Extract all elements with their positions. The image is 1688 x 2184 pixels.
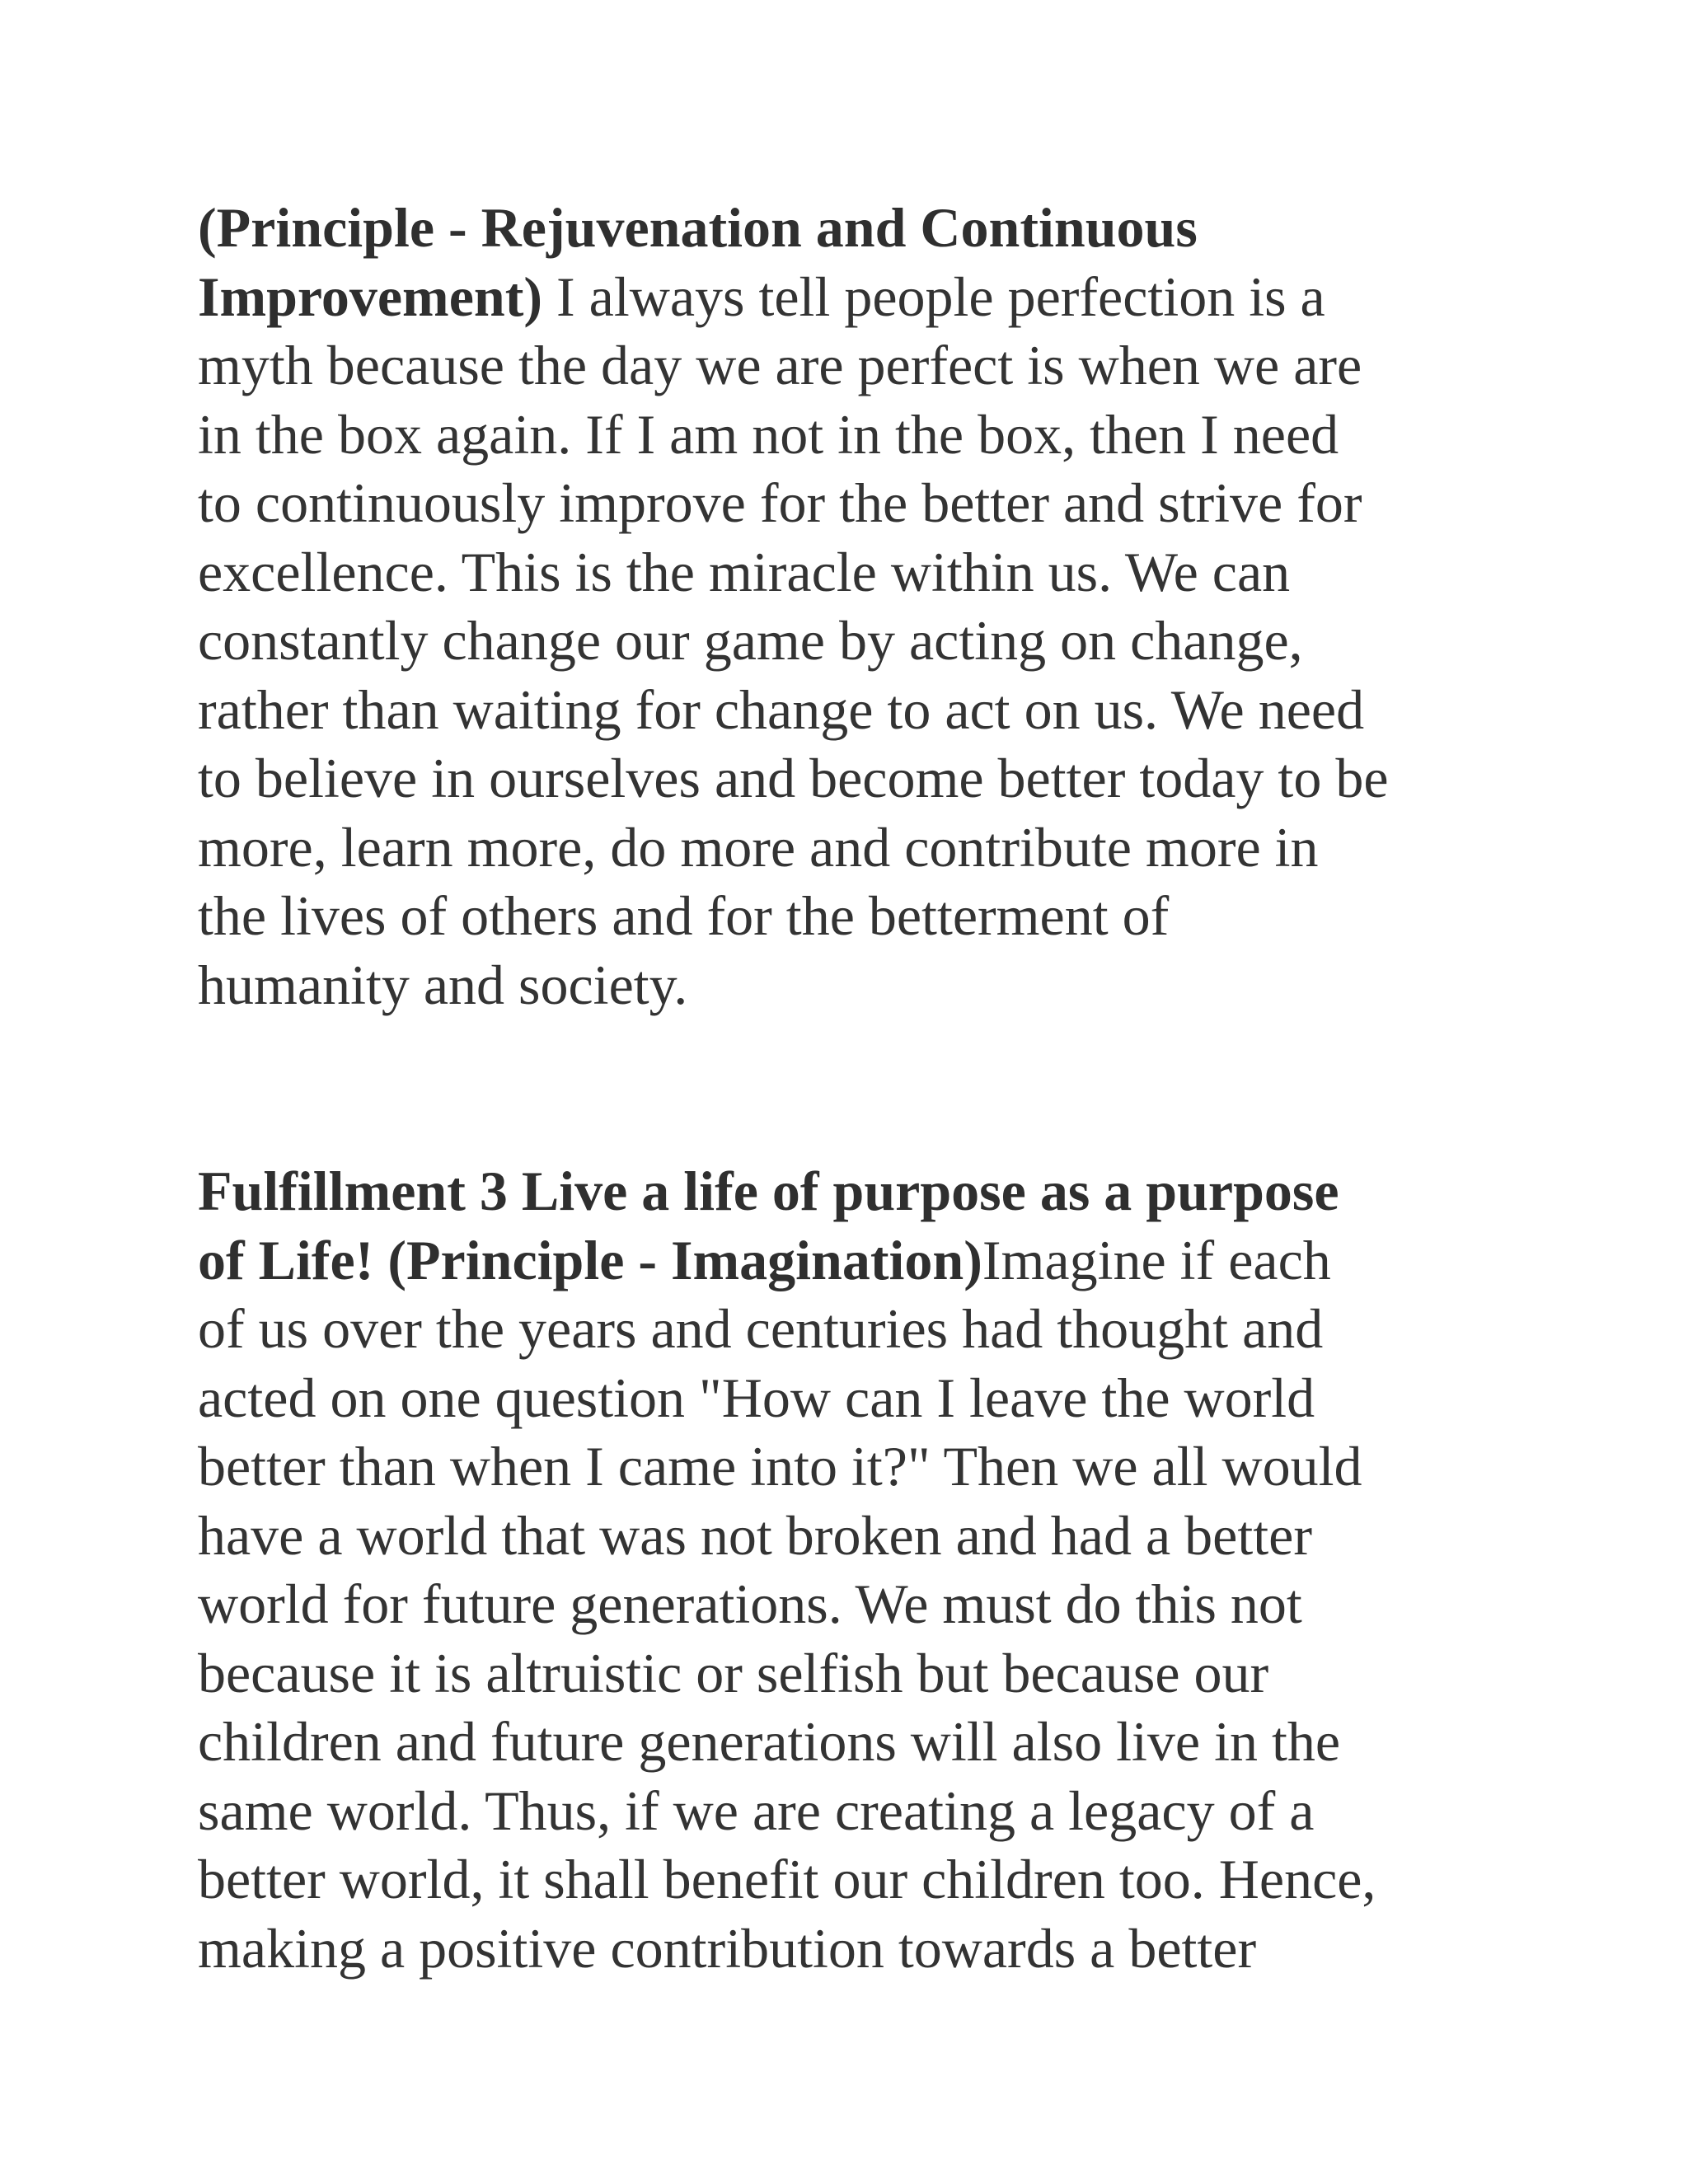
body-text: excellence. This is the miracle within us. We can [198, 540, 1291, 603]
body-text: have a world that was not broken and had a better [198, 1503, 1312, 1567]
bold-heading-text: Improvement) [198, 265, 542, 328]
text-line [198, 1570, 1500, 1639]
bold-heading-text: of Life! (Principle - Imagination) [198, 1228, 982, 1291]
text-line [198, 813, 1500, 883]
text-line [198, 1502, 1500, 1571]
body-text: more, learn more, do more and contribute more in [198, 815, 1319, 879]
text-line [198, 263, 1500, 332]
body-text: in the box again. If I am not in the box, then I need [198, 402, 1339, 466]
text-line [198, 1295, 1500, 1364]
paragraph-gap [198, 1019, 1500, 1157]
bold-heading-text: (Principle - Rejuvenation and Continuous [198, 196, 1198, 259]
body-text: constantly change our game by acting on change, [198, 609, 1303, 672]
body-text: because it is altruistic or selfish but because our [198, 1641, 1269, 1704]
bold-heading-text: Fulfillment 3 Live a life of purpose as a purpose [198, 1160, 1339, 1222]
text-line [198, 1364, 1500, 1433]
body-text: humanity and society. [198, 953, 688, 1016]
body-text: myth because the day we are perfect is when we are [198, 334, 1362, 396]
text-line [198, 1432, 1500, 1502]
text-line [198, 538, 1500, 607]
text-line [198, 1639, 1500, 1708]
body-text: rather than waiting for change to act on us. We need [198, 677, 1365, 741]
text-line [198, 1708, 1500, 1777]
body-text: better than when I came into it?" Then we all would [198, 1435, 1362, 1497]
body-text: to continuously improve for the better and strive for [198, 471, 1362, 534]
body-text: acted on one question "How can I leave the world [198, 1366, 1315, 1429]
text-line [198, 1777, 1500, 1846]
text-line [198, 882, 1500, 951]
body-text: of us over the years and centuries had thought and [198, 1297, 1324, 1360]
text-line [198, 194, 1500, 263]
text-line [198, 331, 1500, 401]
text-line [198, 607, 1500, 676]
document-body [198, 194, 1500, 1983]
paragraph-rejuvenation [198, 194, 1500, 1019]
text-line [198, 469, 1500, 538]
body-text: making a positive contribution towards a better [198, 1916, 1257, 1980]
text-line [198, 1845, 1500, 1915]
body-text: children and future generations will also live in the [198, 1710, 1341, 1773]
text-line [198, 401, 1500, 470]
text-line [198, 951, 1500, 1020]
paragraph-fulfillment-3 [198, 1157, 1500, 1983]
body-text: to believe in ourselves and become better today to be [198, 747, 1389, 809]
text-line [198, 676, 1500, 745]
text-line [198, 1226, 1500, 1296]
body-text: world for future generations. We must do this not [198, 1572, 1302, 1635]
body-text: better world, it shall benefit our children too. Hence, [198, 1848, 1376, 1910]
body-text: the lives of others and for the betterment of [198, 884, 1170, 947]
text-line [198, 1157, 1500, 1226]
body-text: Imagine if each [982, 1228, 1331, 1291]
body-text: I always tell people perfection is a [542, 265, 1325, 328]
text-line [198, 744, 1500, 813]
text-line [198, 1915, 1500, 1984]
body-text: same world. Thus, if we are creating a legacy of a [198, 1779, 1315, 1842]
